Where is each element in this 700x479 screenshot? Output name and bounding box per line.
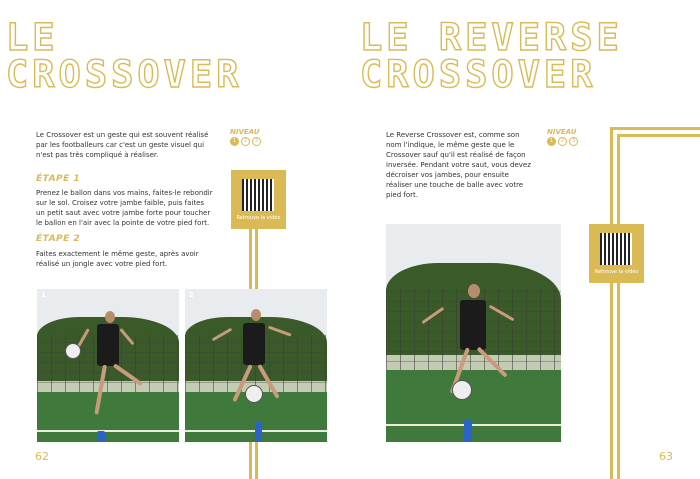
photo-number-2: 2: [189, 291, 194, 299]
photo-reverse: [386, 224, 561, 442]
decor-bar: [617, 283, 620, 479]
niveau-label: NIVEAU: [230, 128, 260, 136]
niveau-dot-2: 2: [241, 137, 250, 146]
decor-bar: [610, 283, 613, 479]
niveau-dot-1: 1: [547, 137, 556, 146]
qr-card-right[interactable]: [589, 224, 644, 283]
niveau-dots-right: [547, 137, 578, 146]
decor-bar: [610, 127, 700, 130]
photo-number-1: 1: [41, 291, 46, 299]
photo-step-1: [37, 289, 179, 442]
qr-caption: Retrouve la vidéo: [236, 215, 281, 221]
title-line-2-right: CROSSOVER: [360, 53, 597, 96]
intro-text-right: Le Reverse Crossover est, comme son nom l'indique, le même geste que le Crossover sauf qu'il est réalisé de façon inversée. Pendant votre saut, vous devez décroiser vos jambes, pour ensuite réaliser une touche de balle avec votre pied fort.: [386, 131, 531, 199]
qr-code[interactable]: [600, 233, 632, 265]
niveau-dot-2: 2: [558, 137, 567, 146]
step-2-text: Faites exactement le même geste, après avoir réalisé un jongle avec votre pied fort.: [36, 250, 199, 268]
decor-bar: [617, 134, 620, 227]
qr-caption: Retrouve la vidéo: [594, 269, 639, 275]
niveau-dot-3: 3: [569, 137, 578, 146]
qr-card[interactable]: [231, 170, 286, 229]
step-2-title: ÉTAPE 2: [36, 234, 81, 244]
title-line-1: LE: [6, 16, 59, 59]
decor-bar: [255, 228, 258, 290]
title-line-1-right: LE REVERSE: [360, 16, 623, 59]
qr-code[interactable]: [242, 179, 274, 211]
niveau-label-right: NIVEAU: [547, 128, 577, 136]
photo-step-2: [185, 289, 327, 442]
step-1-title: ÉTAPE 1: [36, 174, 81, 184]
intro-text: Le Crossover est un geste qui est souvent réalisé par les footballeurs car c'est un geste visuel qui n'est pas très compliqué à réaliser.: [36, 131, 209, 159]
niveau-dots: [230, 137, 261, 146]
page-number-right: 63: [659, 450, 673, 463]
decor-bar: [249, 441, 252, 479]
decor-bar: [249, 228, 252, 290]
niveau-dot-1: 1: [230, 137, 239, 146]
page-number-left: 62: [35, 450, 49, 463]
niveau-dot-3: 3: [252, 137, 261, 146]
decor-bar: [617, 134, 700, 137]
title-line-2: CROSSOVER: [6, 53, 243, 96]
step-1-text: Prenez le ballon dans vos mains, faites-le rebondir sur le sol. Croisez votre jambe faible, puis faites un petit saut avec votre jambe forte pour toucher le ballon en l'air avec la pointe de votre pied fort.: [36, 189, 213, 227]
decor-bar: [610, 127, 613, 227]
decor-bar: [255, 441, 258, 479]
